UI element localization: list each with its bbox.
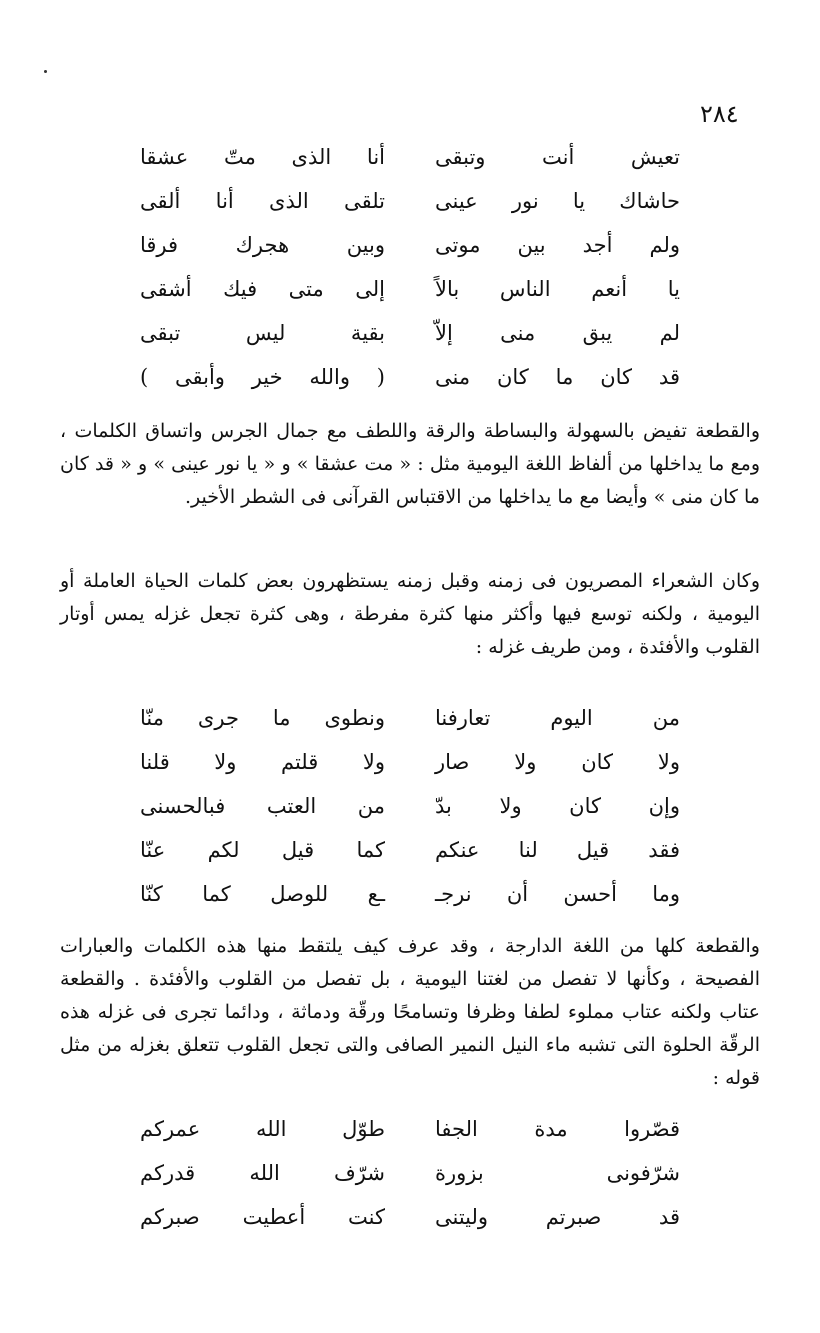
page-number: ٢٨٤ [700,100,739,128]
hemistich-second: ( والله خير وأبقى ) [140,365,385,389]
poem1-verse [140,145,680,185]
hemistich-first: قصّروا مدة الجفا [435,1117,680,1141]
poem1-verse [140,189,680,229]
hemistich-second: من العتب فبالحسنى [140,794,385,818]
hemistich-second: ولا قلتم ولا قلنا [140,750,385,774]
poem3-verse [140,1117,680,1157]
paragraph: والقطعة تفيض بالسهولة والبساطة والرقة واللطف مع جمال الجرس واتساق الكلمات ، ومع ما يداخلها من ألفاظ اللغة اليومية مثل : « مت عشقا » و « يا نور عينى » و « قد كان ما كان منى » وأيضا مع ما يداخلها من الاقتباس القرآنى فى الشطر الأخير. [60,420,761,508]
hemistich-second: كنت أعطيت صبركم [140,1205,385,1229]
hemistich-second: وبين هجرك فرقا [140,233,385,257]
hemistich-first: وما أحسن أن نرجـ [435,882,680,906]
poem3-verse [140,1205,680,1245]
hemistich-first: يا أنعم الناس بالاً [435,277,680,301]
hemistich-first: قد صبرتم وليتنى [435,1205,680,1229]
paragraph: وكان الشعراء المصريون فى زمنه وقبل زمنه يستظهرون بعض كلمات الحياة العاملة أو اليومية ، ولكنه توسع فيها وأكثر منها كثرة مفرطة ، وهى كثرة تجعل غزله يمس أوتار القلوب والأفئدة ، ومن طريف غزله : [60,570,760,658]
poem1-verse [140,365,680,405]
hemistich-first: لم يبق منى إلاّ [435,321,680,345]
hemistich-first: حاشاك يا نور عينى [435,189,680,213]
poem2-verse [140,794,680,834]
poem1-verse [140,321,680,361]
poem1-verse [140,233,680,273]
paragraph: والقطعة كلها من اللغة الدارجة ، وقد عرف كيف يلتقط منها هذه الكلمات والعبارات الفصيحة ، وكأنها لا تفصل من لغتنا اليومية ، بل تفصل من القلوب والأفئدة . والقطعة عتاب ولكنه عتاب مملوء لطفا وظرفا وتسامحًا ورقّة ودماثة ، ودائما تجرى فى غزله هذه الرقّة الحلوة التى تشبه ماء النيل النمير الصافى والتى تجعل القلوب تتعلق بغزله من مثل قوله : [60,935,760,1089]
hemistich-second: بقية ليس تبقى [140,321,385,345]
hemistich-first: ولا كان ولا صار [435,750,680,774]
hemistich-second: طوّل الله عمركم [140,1117,385,1141]
hemistich-first: من اليوم تعارفنا [435,706,680,730]
hemistich-second: إلى متى فيك أشقى [140,277,385,301]
hemistich-second: كما قيل لكم عنّا [140,838,385,862]
hemistich-second: ـع للوصل كما كنّا [140,882,385,906]
hemistich-second: ونطوى ما جرى منّا [140,706,385,730]
speck [44,70,47,73]
hemistich-first: تعيش أنت وتبقى [435,145,680,169]
hemistich-second: أنا الذى متّ عشقا [140,145,385,169]
poem2-verse [140,838,680,878]
hemistich-first: شرّفونى بزورة [435,1161,680,1185]
poem1-verse [140,277,680,317]
poem2-verse [140,750,680,790]
poem3-verse [140,1161,680,1201]
hemistich-second: شرّف الله قدركم [140,1161,385,1185]
hemistich-first: فقد قيل لنا عنكم [435,838,680,862]
hemistich-first: وإن كان ولا بدّ [435,794,680,818]
hemistich-first: قد كان ما كان منى [435,365,680,389]
poem2-verse [140,882,680,922]
poem2-verse [140,706,680,746]
hemistich-second: تلقى الذى أنا ألقى [140,189,385,213]
hemistich-first: ولم أجد بين موتى [435,233,680,257]
